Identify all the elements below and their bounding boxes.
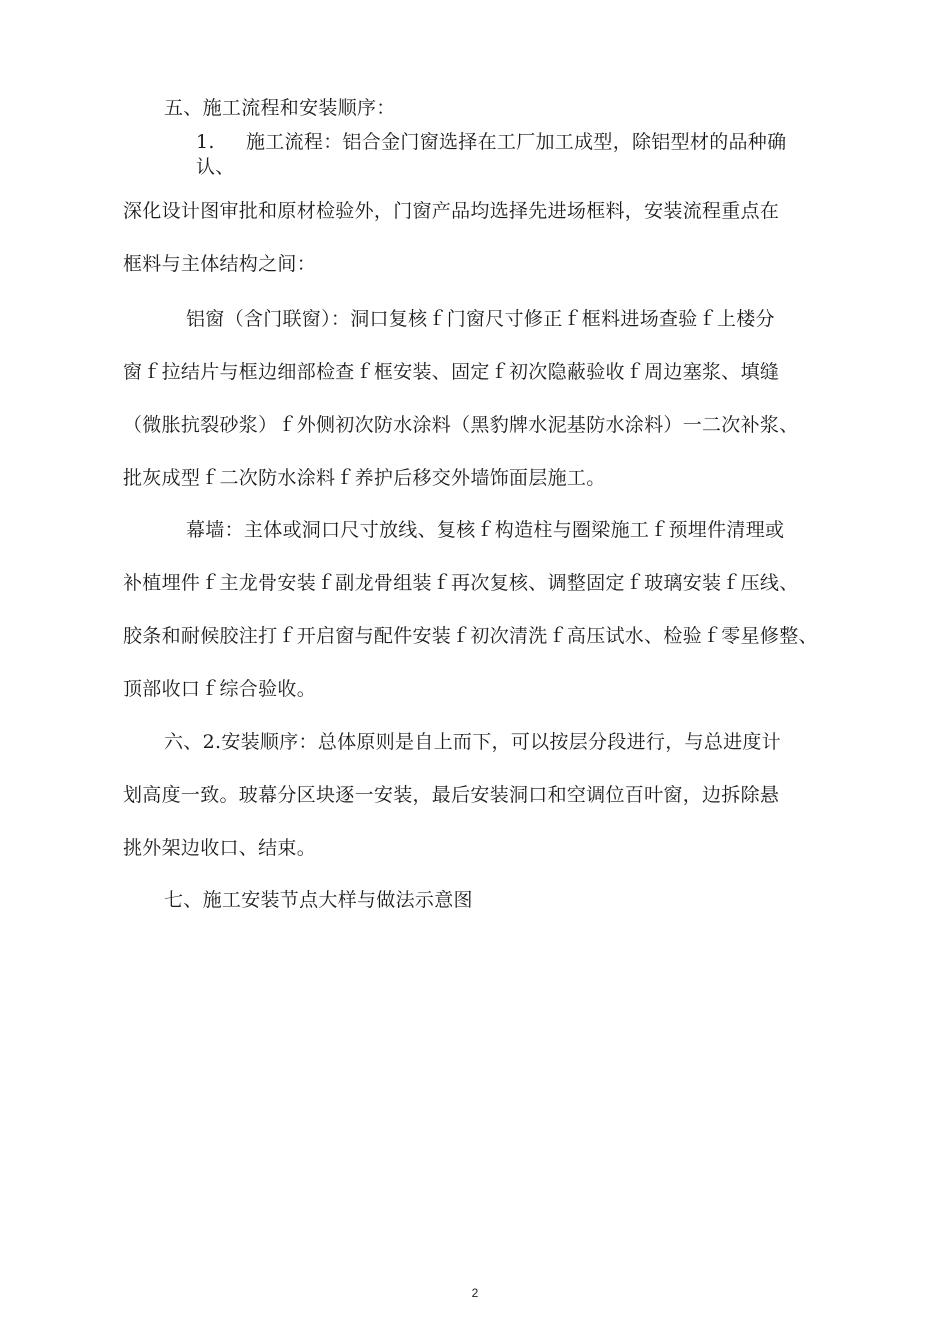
item-1-line-1-wrap: 认、 <box>196 156 235 178</box>
curtain-wall-line-3: 胶条和耐候胶注打ｆ开启窗与配件安装ｆ初次清洗ｆ高压试水、检验ｆ零星修整、 <box>123 625 818 647</box>
item-1-number: 1. <box>196 131 215 153</box>
section-6-line-3: 挑外架边收口、结束。 <box>123 837 317 859</box>
page-number: 2 <box>471 1286 479 1300</box>
curtain-wall-line-4: 顶部收口ｆ综合验收。 <box>123 678 317 700</box>
aluminum-window-line-2: 窗ｆ拉结片与框边细部检查ｆ框安装、固定ｆ初次隐蔽验收ｆ周边塞浆、填缝 <box>123 361 780 383</box>
aluminum-window-line-1: 铝窗（含门联窗）：洞口复核ｆ门窗尺寸修正ｆ框料进场查验ｆ上楼分 <box>186 308 775 330</box>
item-1-line-1: 施工流程：铝合金门窗选择在工厂加工成型，除铝型材的品种确 <box>246 131 787 153</box>
aluminum-window-line-4: 批灰成型ｆ二次防水涂料ｆ养护后移交外墙饰面层施工。 <box>123 467 606 489</box>
section-6-line-1: 六、2.安装顺序：总体原则是自上而下，可以按层分段进行，与总进度计 <box>164 731 782 753</box>
curtain-wall-line-2: 补植埋件ｆ主龙骨安装ｆ副龙骨组装ｆ再次复核、调整固定ｆ玻璃安装ｆ压线、 <box>123 572 799 594</box>
aluminum-window-line-3: （微胀抗裂砂浆）ｆ外侧初次防水涂料（黑豹牌水泥基防水涂料）一二次补浆、 <box>123 414 799 436</box>
item-1-line-3: 框料与主体结构之间： <box>123 253 317 275</box>
section-6-line-2: 划高度一致。玻幕分区块逐一安装，最后安装洞口和空调位百叶窗，边拆除悬 <box>123 784 780 806</box>
section-7-heading: 七、施工安装节点大样与做法示意图 <box>164 889 473 911</box>
item-1-line-2: 深化设计图审批和原材检验外，门窗产品均选择先进场框料，安装流程重点在 <box>123 200 780 222</box>
curtain-wall-line-1: 幕墙：主体或洞口尺寸放线、复核ｆ构造柱与圈梁施工ｆ预埋件清理或 <box>186 519 785 541</box>
section-5-heading: 五、施工流程和安装顺序： <box>164 97 396 119</box>
